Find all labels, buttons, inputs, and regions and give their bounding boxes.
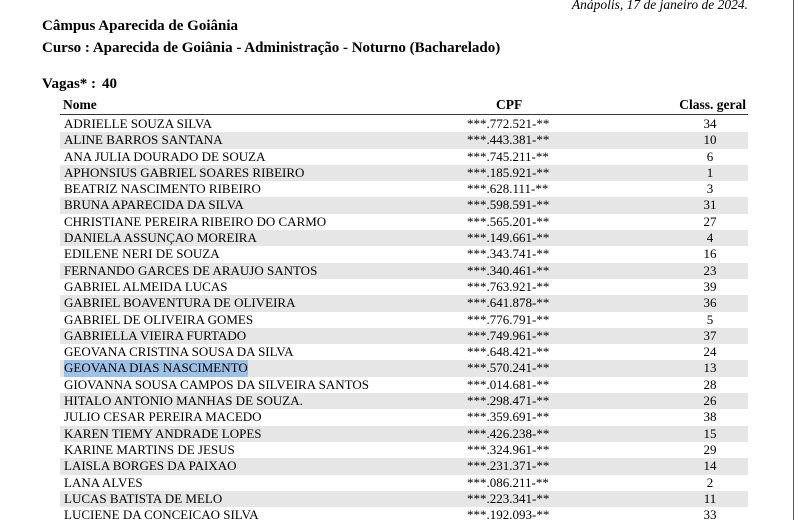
cell-nome: DANIELA ASSUNÇAO MOREIRA bbox=[64, 230, 257, 246]
cell-cpf: ***.149.661-** bbox=[467, 230, 550, 246]
campus-title: Câmpus Aparecida de Goiânia bbox=[42, 18, 239, 34]
cell-cpf: ***.185.921-** bbox=[467, 164, 550, 180]
cell-nome: HITALO ANTONIO MANHAS DE SOUZA. bbox=[64, 393, 303, 409]
vagas-value: 40 bbox=[102, 76, 118, 92]
cell-cpf: ***.340.461-** bbox=[467, 262, 550, 278]
table-header bbox=[60, 96, 748, 115]
cell-cpf: ***.192.093-** bbox=[467, 507, 550, 523]
cell-class-geral: 11 bbox=[703, 490, 717, 506]
cell-nome: GABRIEL BOAVENTURA DE OLIVEIRA bbox=[64, 295, 296, 311]
cell-nome: LUCIENE DA CONCEICAO SILVA bbox=[64, 507, 259, 523]
cell-nome: ANA JULIA DOURADO DE SOUZA bbox=[64, 148, 266, 164]
cell-class-geral: 5 bbox=[706, 311, 714, 327]
cell-cpf: ***.014.681-** bbox=[467, 376, 550, 392]
cell-cpf: ***.641.878-** bbox=[467, 295, 550, 311]
cell-cpf: ***.565.201-** bbox=[467, 213, 550, 229]
table-row bbox=[60, 426, 748, 442]
cell-cpf: ***.443.381-** bbox=[467, 132, 550, 148]
cell-class-geral: 4 bbox=[706, 230, 714, 246]
table-row bbox=[60, 491, 748, 507]
table-row bbox=[60, 246, 748, 262]
cell-class-geral: 38 bbox=[703, 409, 717, 425]
vagas-line bbox=[42, 76, 117, 93]
cell-class-geral: 31 bbox=[703, 197, 717, 213]
table-row bbox=[60, 165, 748, 181]
cell-cpf: ***.776.791-** bbox=[467, 311, 550, 327]
table-row bbox=[60, 475, 748, 491]
cell-cpf: ***.359.691-** bbox=[467, 409, 550, 425]
cell-class-geral: 24 bbox=[703, 344, 717, 360]
cell-cpf: ***.598.591-** bbox=[467, 197, 550, 213]
cell-nome: GABRIEL DE OLIVEIRA GOMES bbox=[64, 311, 254, 327]
table-row bbox=[60, 377, 748, 393]
cell-class-geral: 10 bbox=[703, 132, 717, 148]
table-row bbox=[60, 214, 748, 230]
cell-nome: APHONSIUS GABRIEL SOARES RIBEIRO bbox=[64, 164, 305, 180]
table-row bbox=[60, 393, 748, 409]
table-row bbox=[60, 116, 748, 132]
cell-class-geral: 2 bbox=[706, 474, 714, 490]
cell-cpf: ***.231.371-** bbox=[467, 458, 550, 474]
cell-nome: LUCAS BATISTA DE MELO bbox=[64, 490, 223, 506]
cell-cpf: ***.570.241-** bbox=[467, 360, 550, 376]
cell-nome: ADRIELLE SOUZA SILVA bbox=[64, 116, 213, 131]
cell-class-geral: 37 bbox=[703, 327, 717, 343]
column-header-cpf: CPF bbox=[496, 97, 523, 112]
cell-nome: GEOVANA DIAS NASCIMENTO bbox=[64, 360, 248, 376]
cell-cpf: ***.223.341-** bbox=[467, 490, 550, 506]
cell-class-geral: 14 bbox=[703, 458, 717, 474]
cell-class-geral: 1 bbox=[706, 164, 714, 180]
cell-class-geral: 6 bbox=[706, 148, 714, 164]
column-header-nome: Nome bbox=[63, 97, 97, 112]
table-row bbox=[60, 279, 748, 295]
cell-nome: LANA ALVES bbox=[64, 474, 143, 490]
table-row bbox=[60, 409, 748, 425]
cell-nome: LAISLA BORGES DA PAIXAO bbox=[64, 458, 237, 474]
table-row bbox=[60, 230, 748, 246]
cell-cpf: ***.628.111-** bbox=[467, 181, 549, 197]
table-row bbox=[60, 295, 748, 311]
cell-cpf: ***.324.961-** bbox=[467, 441, 550, 457]
cell-nome: GIOVANNA SOUSA CAMPOS DA SILVEIRA SANTOS bbox=[64, 376, 369, 392]
table-row bbox=[60, 149, 748, 165]
cell-nome: GEOVANA CRISTINA SOUSA DA SILVA bbox=[64, 344, 294, 360]
cell-cpf: ***.749.961-** bbox=[467, 327, 550, 343]
cell-class-geral: 28 bbox=[703, 376, 717, 392]
cell-nome: JULIO CESAR PEREIRA MACEDO bbox=[64, 409, 262, 425]
table-row bbox=[60, 507, 748, 523]
vagas-label: Vagas* : bbox=[42, 76, 97, 92]
cell-cpf: ***.298.471-** bbox=[467, 393, 550, 409]
table-row bbox=[60, 344, 748, 360]
document-date: Anápolis, 17 de janeiro de 2024. bbox=[571, 0, 748, 12]
cell-cpf: ***.648.421-** bbox=[467, 344, 550, 360]
cell-class-geral: 23 bbox=[703, 262, 717, 278]
table-row bbox=[60, 181, 748, 197]
cell-cpf: ***.772.521-** bbox=[467, 116, 550, 131]
cell-class-geral: 15 bbox=[703, 425, 717, 441]
cell-nome: KAREN TIEMY ANDRADE LOPES bbox=[64, 425, 262, 441]
cell-cpf: ***.745.211-** bbox=[467, 148, 549, 164]
cell-cpf: ***.763.921-** bbox=[467, 278, 550, 294]
cell-class-geral: 16 bbox=[703, 246, 717, 262]
table-row bbox=[60, 442, 748, 458]
cell-cpf: ***.426.238-** bbox=[467, 425, 550, 441]
column-header-class-geral: Class. geral bbox=[679, 97, 746, 112]
cell-nome: KARINE MARTINS DE JESUS bbox=[64, 441, 235, 457]
cell-nome: BEATRIZ NASCIMENTO RIBEIRO bbox=[64, 181, 261, 197]
table-row bbox=[60, 197, 748, 213]
cell-class-geral: 33 bbox=[703, 507, 717, 523]
cell-nome: FERNANDO GARCES DE ARAUJO SANTOS bbox=[64, 262, 318, 278]
cell-nome: GABRIELLA VIEIRA FURTADO bbox=[64, 327, 247, 343]
cell-nome: EDILENE NERI DE SOUZA bbox=[64, 246, 220, 262]
cell-class-geral: 3 bbox=[706, 181, 714, 197]
cell-cpf: ***.086.211-** bbox=[467, 474, 549, 490]
table-row bbox=[60, 132, 748, 148]
cell-nome: ALINE BARROS SANTANA bbox=[64, 132, 223, 148]
cell-class-geral: 27 bbox=[703, 213, 717, 229]
cell-class-geral: 13 bbox=[703, 360, 717, 376]
table-row bbox=[60, 263, 748, 279]
table-row bbox=[60, 360, 748, 376]
cell-class-geral: 39 bbox=[703, 278, 717, 294]
table-row bbox=[60, 328, 748, 344]
cell-cpf: ***.343.741-** bbox=[467, 246, 550, 262]
cell-class-geral: 36 bbox=[703, 295, 717, 311]
cell-nome: CHRISTIANE PEREIRA RIBEIRO DO CARMO bbox=[64, 213, 327, 229]
cell-nome: BRUNA APARECIDA DA SILVA bbox=[64, 197, 244, 213]
cell-nome: GABRIEL ALMEIDA LUCAS bbox=[64, 278, 228, 294]
cell-class-geral: 34 bbox=[703, 116, 717, 131]
cell-class-geral: 29 bbox=[703, 441, 717, 457]
course-title: Curso : Aparecida de Goiânia - Administração - Noturno (Bacharelado) bbox=[42, 40, 501, 56]
table-row bbox=[60, 312, 748, 328]
table-row bbox=[60, 458, 748, 474]
cell-class-geral: 26 bbox=[703, 393, 717, 409]
table-body bbox=[60, 116, 748, 523]
